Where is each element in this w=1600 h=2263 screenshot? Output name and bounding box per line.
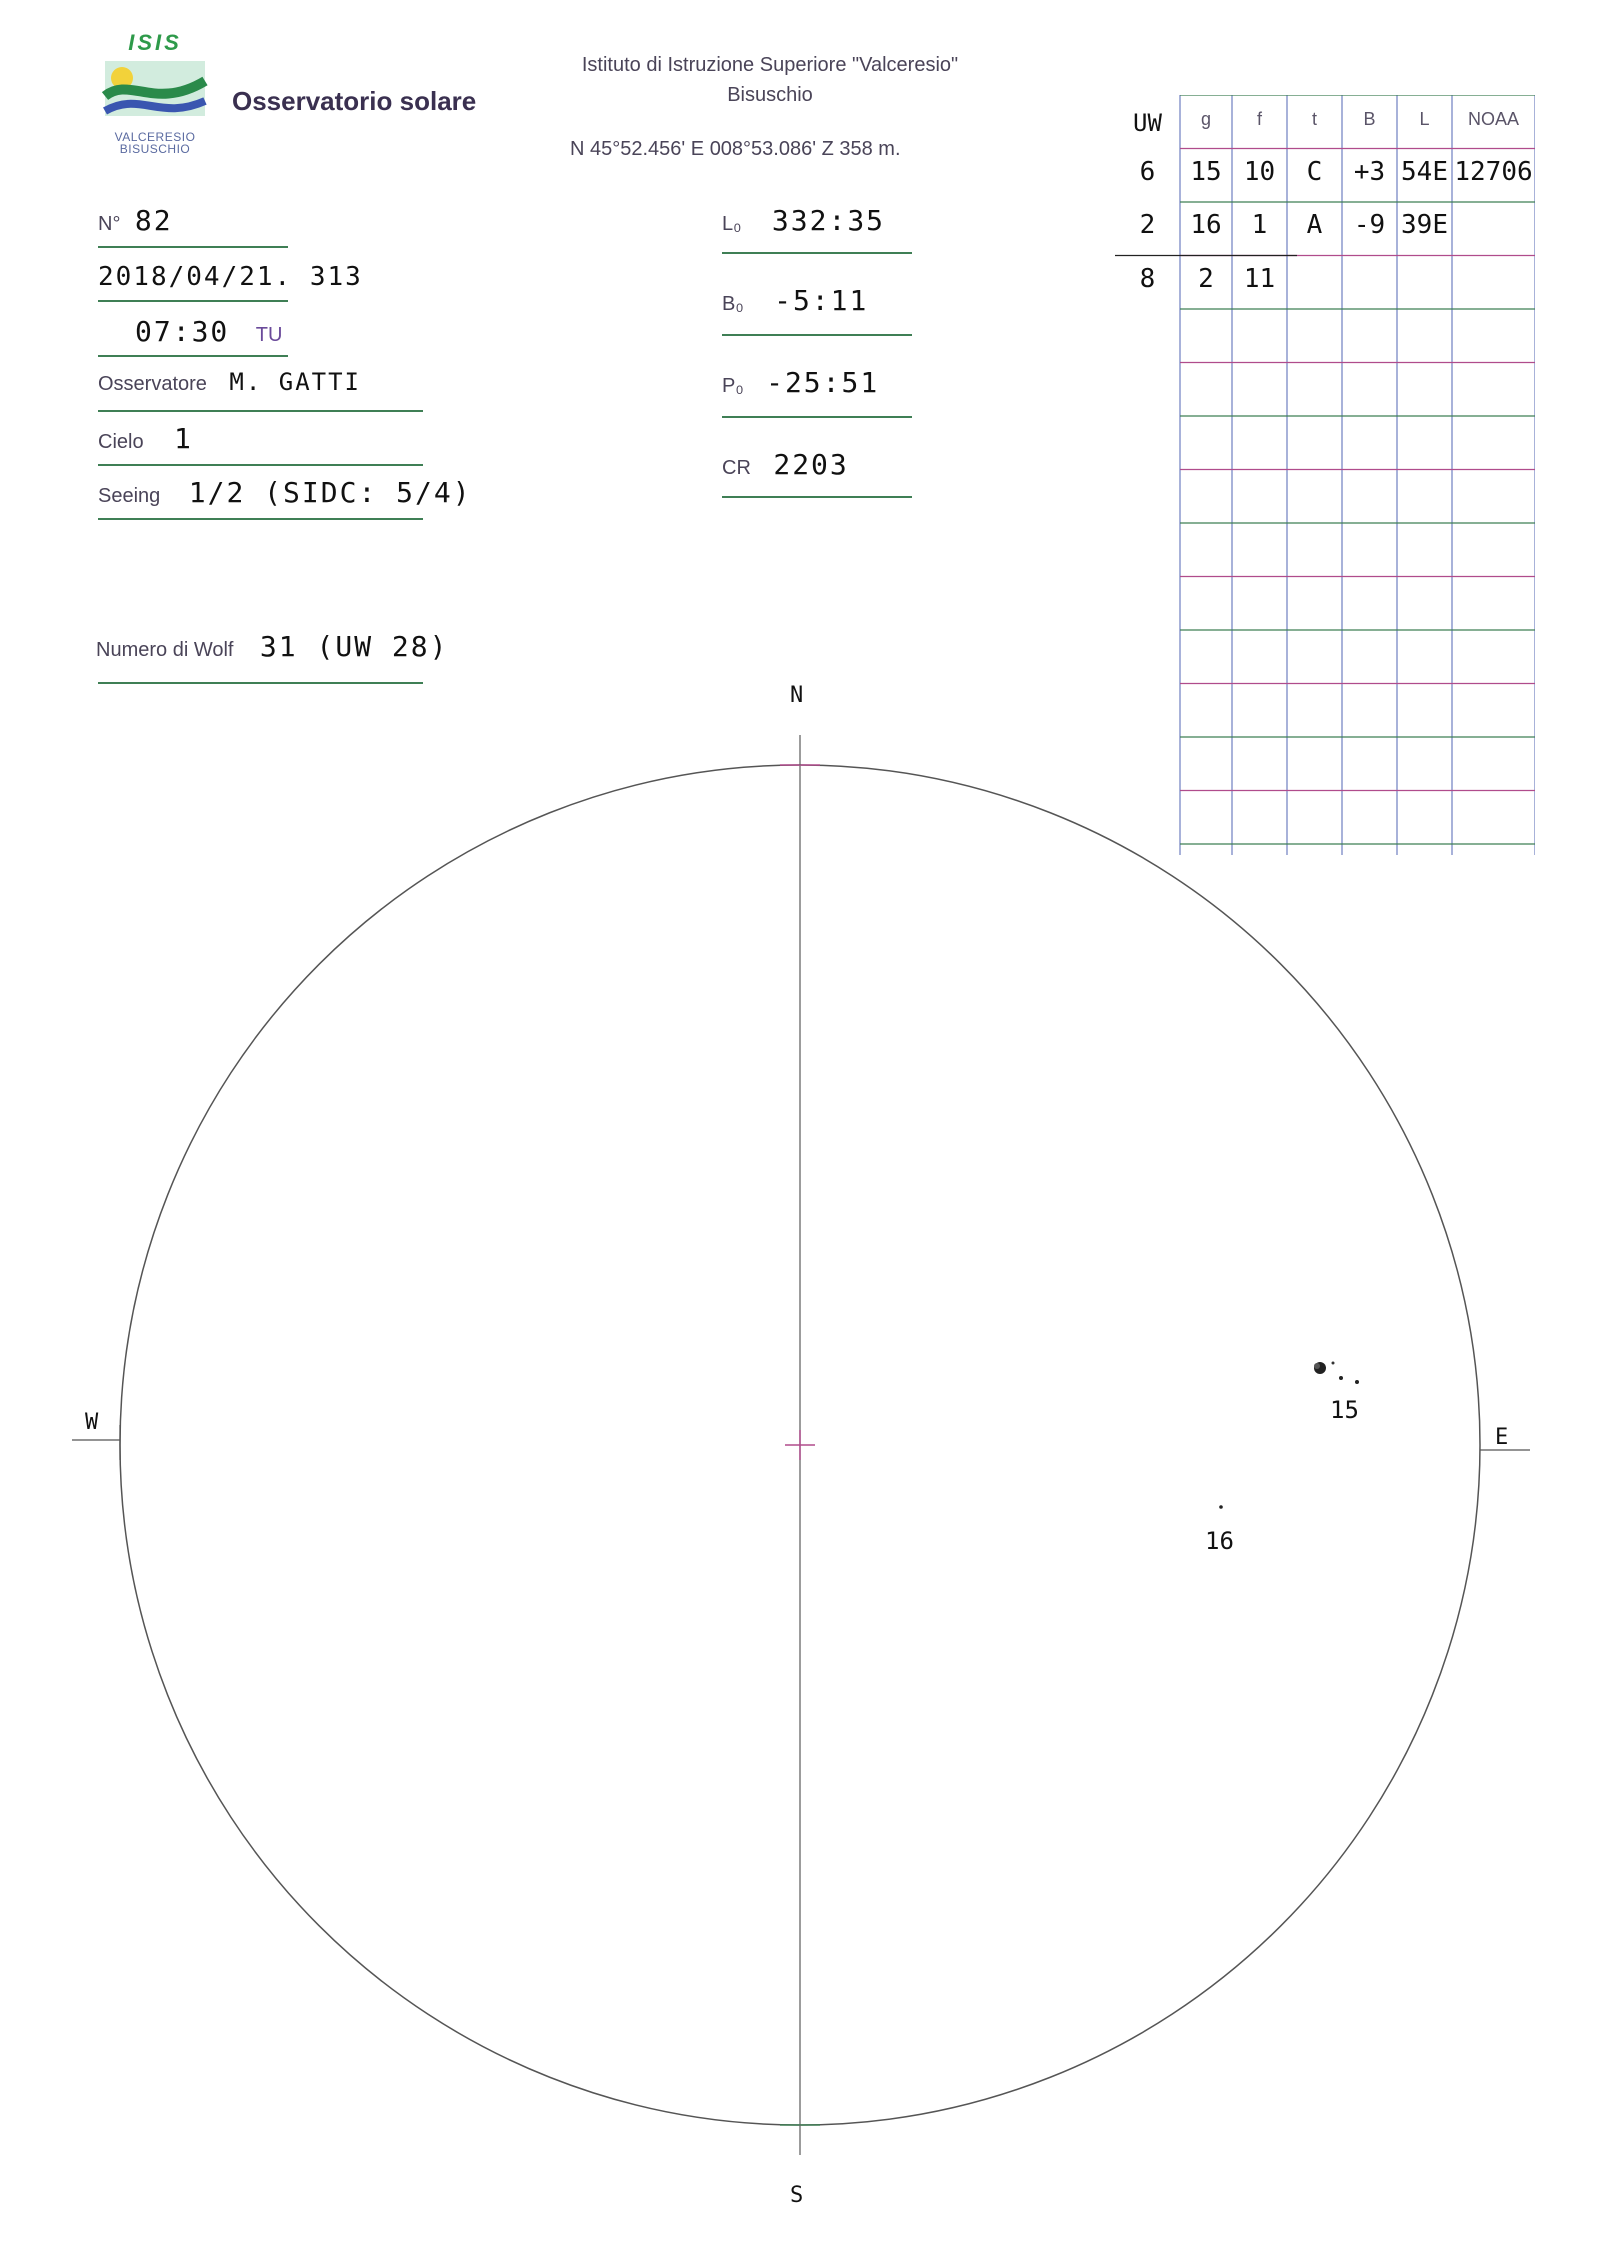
table-cell: 16 bbox=[1190, 210, 1222, 240]
sky-value: 1 bbox=[174, 422, 193, 455]
number-value: 82 bbox=[134, 204, 173, 237]
table-header-f: f bbox=[1256, 109, 1262, 129]
CR-label: CR bbox=[722, 457, 751, 479]
wolf-value: 31 (UW 28) bbox=[259, 630, 449, 663]
number-field bbox=[98, 204, 173, 237]
table-header-l: L bbox=[1419, 109, 1430, 129]
south-label: S bbox=[790, 2183, 804, 2208]
P0-field bbox=[722, 366, 879, 399]
CR-field bbox=[722, 448, 849, 481]
L0-value: 332:35 bbox=[771, 204, 886, 237]
table-cell: 11 bbox=[1243, 263, 1276, 294]
divider bbox=[98, 518, 423, 520]
B0-value: -5:11 bbox=[774, 284, 869, 317]
institute-city: Bisuschio bbox=[727, 84, 813, 106]
time-field bbox=[135, 315, 282, 348]
table-cell: -9 bbox=[1353, 210, 1386, 240]
divider bbox=[722, 496, 912, 498]
table-cell: 2 bbox=[1139, 210, 1156, 240]
L0-label: L₀ bbox=[722, 213, 742, 235]
divider bbox=[98, 300, 288, 302]
table-cell: 2 bbox=[1198, 263, 1214, 294]
wolf-number-field bbox=[96, 630, 448, 663]
sunspot bbox=[1219, 1505, 1223, 1509]
logo-caption-top: VALCERESIO bbox=[114, 130, 196, 144]
seeing-value: 1/2 (SIDC: 5/4) bbox=[188, 476, 472, 509]
seeing-field bbox=[98, 476, 472, 509]
sunspot-umbra bbox=[1314, 1363, 1320, 1369]
logo-wordmark: ISIS bbox=[128, 30, 182, 55]
table-header-noaa: NOAA bbox=[1467, 109, 1519, 129]
table-cell: 10 bbox=[1243, 156, 1276, 187]
divider bbox=[722, 334, 912, 336]
table-header-g: g bbox=[1200, 109, 1211, 129]
group-label-15: 15 bbox=[1330, 1396, 1359, 1424]
observer-label: Osservatore bbox=[98, 373, 207, 395]
sunspot bbox=[1355, 1380, 1359, 1384]
P0-label: P₀ bbox=[722, 375, 744, 397]
table-cell: A bbox=[1306, 210, 1323, 240]
sunspot-group-16 bbox=[1219, 1505, 1223, 1509]
number-label: N° bbox=[98, 213, 121, 235]
wolf-label: Numero di Wolf bbox=[96, 639, 234, 661]
time-value: 07:30 bbox=[135, 315, 230, 348]
table-cell: 8 bbox=[1139, 263, 1156, 294]
sunspot bbox=[1339, 1376, 1343, 1380]
table-cell: 6 bbox=[1139, 156, 1156, 187]
time-unit: TU bbox=[255, 324, 283, 346]
sunspot-group-15 bbox=[1314, 1362, 1359, 1385]
institute-name: Istituto di Istruzione Superiore "Valceresio" bbox=[581, 54, 959, 76]
table-cell: +3 bbox=[1353, 156, 1386, 187]
table-cell: 39E bbox=[1401, 210, 1448, 240]
divider bbox=[98, 410, 423, 412]
school-logo bbox=[100, 30, 210, 160]
table-cell: 15 bbox=[1190, 156, 1222, 187]
divider bbox=[722, 416, 912, 418]
divider bbox=[98, 355, 288, 357]
observer-value: M. GATTI bbox=[229, 368, 361, 396]
seeing-label: Seeing bbox=[98, 485, 161, 507]
table-cell: 12706 bbox=[1454, 156, 1533, 187]
sky-field bbox=[98, 422, 193, 455]
B0-field bbox=[722, 284, 868, 317]
table-cell: 1 bbox=[1251, 210, 1268, 240]
logo-icon bbox=[100, 56, 210, 126]
table-header-uw: UW bbox=[1133, 109, 1162, 137]
table-header-t: t bbox=[1311, 109, 1317, 129]
observatory-coordinates: N 45°52.456' E 008°53.086' Z 358 m. bbox=[570, 138, 901, 160]
group-label-16: 16 bbox=[1205, 1527, 1234, 1555]
sky-label: Cielo bbox=[98, 431, 144, 453]
divider bbox=[722, 252, 912, 254]
divider bbox=[98, 464, 423, 466]
solar-disk-drawing bbox=[60, 680, 1540, 2240]
table-cell: 54E bbox=[1401, 156, 1448, 187]
table-header-b: B bbox=[1363, 109, 1376, 129]
observer-field bbox=[98, 368, 361, 396]
CR-value: 2203 bbox=[773, 448, 849, 481]
east-label: E bbox=[1495, 1425, 1509, 1450]
P0-value: -25:51 bbox=[766, 366, 880, 399]
west-label: W bbox=[85, 1410, 99, 1435]
B0-label: B₀ bbox=[722, 293, 744, 315]
date-value: 2018/04/21. 313 bbox=[98, 262, 363, 292]
observatory-title: Osservatorio solare bbox=[232, 86, 477, 116]
divider bbox=[98, 246, 288, 248]
north-label: N bbox=[790, 683, 804, 708]
L0-field bbox=[722, 204, 885, 237]
sunspot bbox=[1332, 1362, 1335, 1365]
logo-caption-bottom: BISUSCHIO bbox=[119, 142, 191, 156]
table-cell: C bbox=[1306, 156, 1323, 187]
